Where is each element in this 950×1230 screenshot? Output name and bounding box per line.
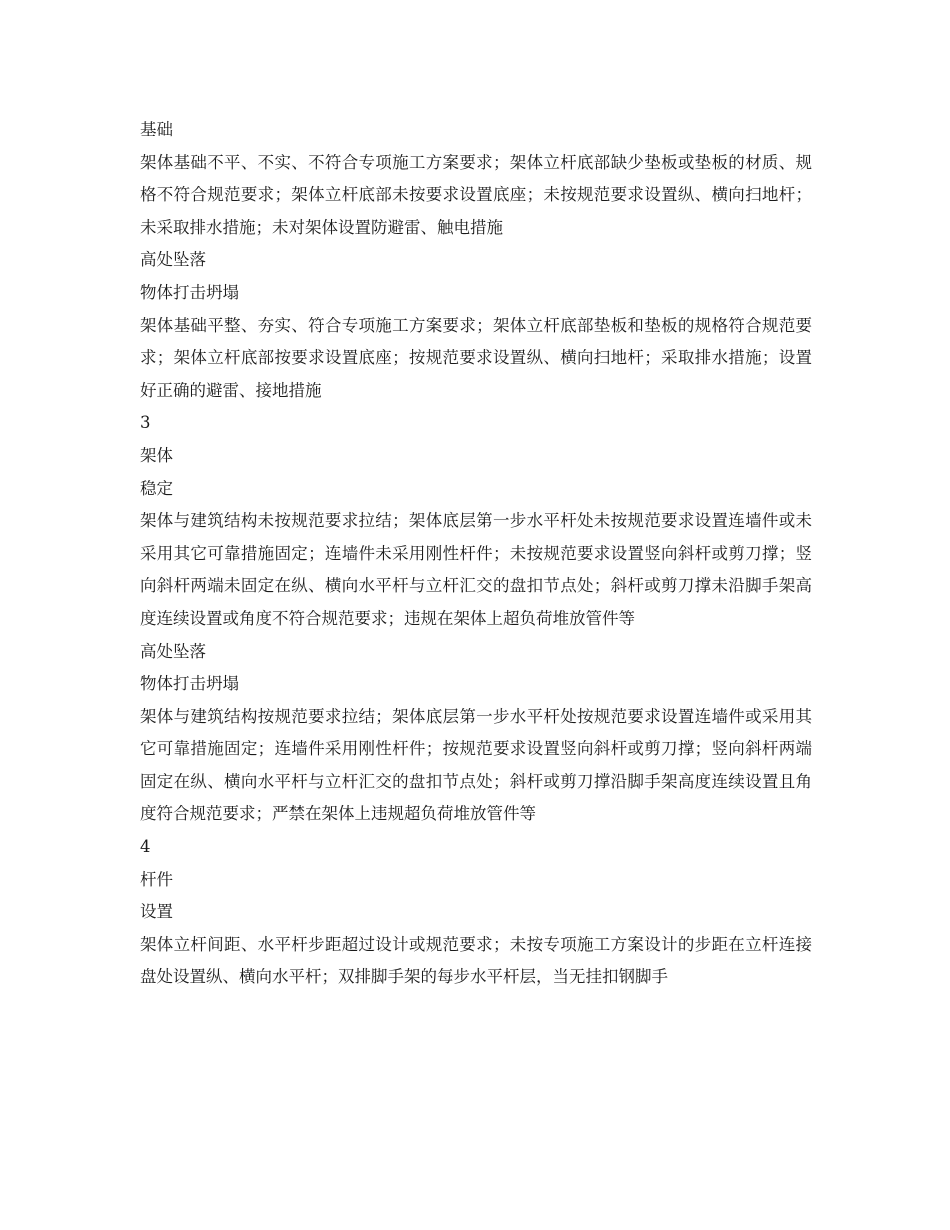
item-title-frame: 架体: [140, 445, 173, 465]
document-body: [140, 114, 812, 994]
risk-fall-from-height: 高处坠落: [140, 250, 206, 270]
item-title-foundation: 基础: [140, 120, 173, 139]
hazard-description-members: 架体立杆间距、水平杆步距超过设计或规范要求；未按专项施工方案设计的步距在立杆连接盘处设置纵、横向水平杆；双排脚手架的每步水平杆层，当无挂扣钢脚手: [140, 934, 812, 987]
hazard-description-foundation: 架体基础不平、不实、不符合专项施工方案要求；架体立杆底部缺少垫板或垫板的材质、规格不符合规范要求；架体立杆底部未按要求设置底座；未按规范要求设置纵、横向扫地杆；未采取排水措施；未对架体设置防避雷、触电措施: [140, 152, 812, 237]
risk-fall-from-height: 高处坠落: [140, 641, 206, 661]
item-title-stability: 稳定: [140, 478, 173, 498]
item-number: 4: [140, 837, 151, 857]
control-measure-foundation: 架体基础平整、夯实、符合专项施工方案要求；架体立杆底部垫板和垫板的规格符合规范要求；架体立杆底部按要求设置底座；按规范要求设置纵、横向扫地杆；采取排水措施；设置好正确的避雷、接地措施: [140, 315, 812, 400]
item-title-members: 杆件: [140, 869, 173, 889]
item-number: 3: [140, 413, 151, 433]
risk-object-strike-collapse: 物体打击坍塌: [140, 674, 239, 694]
control-measure-stability: 架体与建筑结构按规范要求拉结；架体底层第一步水平杆处按规范要求设置连墙件或采用其它可靠措施固定；连墙件采用刚性杆件；按规范要求设置竖向斜杆或剪刀撑；竖向斜杆两端固定在纵、横向水平杆与立杆汇交的盘扣节点处；斜杆或剪刀撑沿脚手架高度连续设置且角度符合规范要求；严禁在架体上违规超负荷堆放管件等: [140, 706, 812, 824]
item-title-setup: 设置: [140, 902, 173, 922]
risk-object-strike-collapse: 物体打击坍塌: [140, 282, 239, 302]
hazard-description-stability: 架体与建筑结构未按规范要求拉结；架体底层第一步水平杆处未按规范要求设置连墙件或未采用其它可靠措施固定；连墙件未采用刚性杆件；未按规范要求设置竖向斜杆或剪刀撑；竖向斜杆两端未固定在纵、横向水平杆与立杆汇交的盘扣节点处；斜杆或剪刀撑未沿脚手架高度连续设置或角度不符合规范要求；违规在架体上超负荷堆放管件等: [140, 511, 812, 628]
